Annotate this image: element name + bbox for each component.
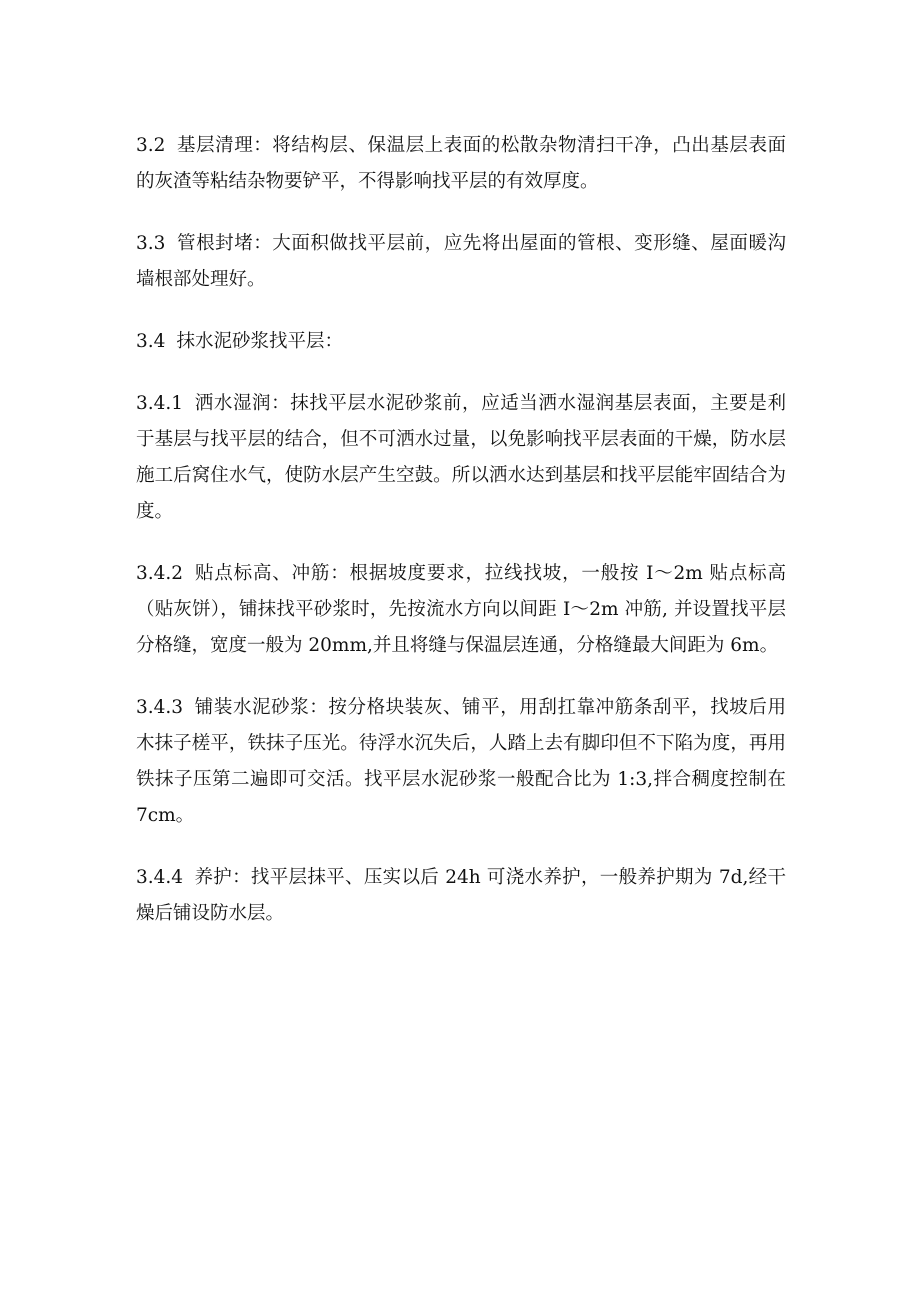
section-number: 3.4.4 [136,867,184,888]
section-number: 3.4.3 [136,697,184,718]
paragraph-text: 管根封堵：大面积做找平层前，应先将出屋面的管根、变形缝、屋面暖沟墙根部处理好。 [136,233,786,290]
paragraph-3-4-3 [136,690,786,834]
section-number: 3.4 [136,331,166,352]
paragraph-3-4-4 [136,860,786,932]
paragraph-3-3 [136,226,786,298]
paragraph-text: 抹水泥砂浆找平层： [176,331,344,352]
paragraph-text: 基层清理：将结构层、保温层上表面的松散杂物清扫干净，凸出基层表面的灰渣等粘结杂物要铲平，不得影响找平层的有效厚度。 [136,135,786,192]
section-number: 3.4.2 [136,563,184,584]
paragraph-3-4 [136,324,786,360]
paragraph-text: 铺装水泥砂浆：按分格块装灰、铺平，用刮扛靠冲筋条刮平，找坡后用木抹子槎平，铁抹子压光。待浮水沉失后，人踏上去有脚印但不下陷为度，再用铁抹子压第二遍即可交活。找平层水泥砂浆一般配合比为 1:3,拌合稠度控制在 7cm。 [136,697,786,826]
document-body [136,128,786,958]
paragraph-3-4-1 [136,386,786,530]
paragraph-text: 养护：找平层抹平、压实以后 24h 可浇水养护，一般养护期为 7d,经干燥后铺设防水层。 [136,867,786,924]
section-number: 3.4.1 [136,393,184,414]
section-number: 3.2 [136,135,166,156]
paragraph-text: 贴点标高、冲筋：根据坡度要求，拉线找坡，一般按 I～2m 贴点标高（贴灰饼），铺抹找平砂浆时，先按流水方向以间距 I～2m 冲筋, 并设置找平层分格缝，宽度一般为 20mm,并且将缝与保温层连通，分格缝最大间距为 6m。 [136,563,786,656]
section-number: 3.3 [136,233,166,254]
paragraph-text: 洒水湿润：抹找平层水泥砂浆前，应适当洒水湿润基层表面，主要是利于基层与找平层的结合，但不可洒水过量，以免影响找平层表面的干燥，防水层施工后窝住水气，使防水层产生空鼓。所以洒水达到基层和找平层能牢固结合为度。 [136,393,786,522]
paragraph-3-4-2 [136,556,786,664]
paragraph-3-2 [136,128,786,200]
